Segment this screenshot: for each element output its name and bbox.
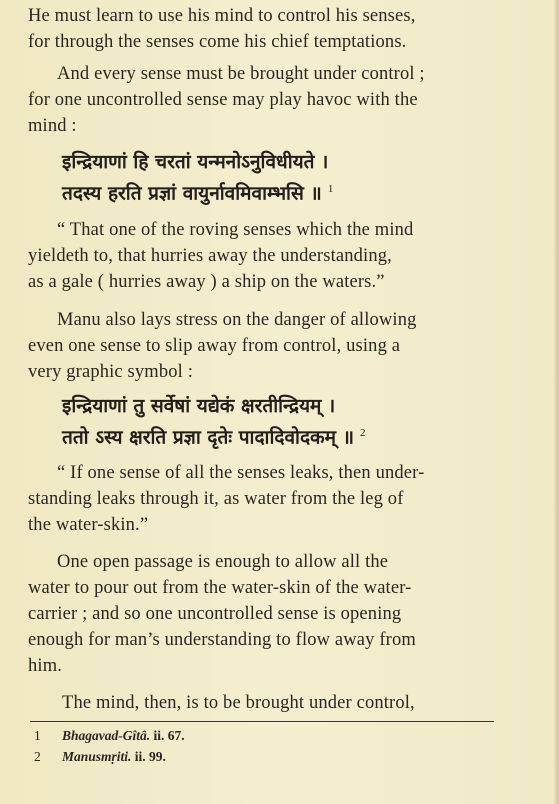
sanskrit-verse-manu <box>62 393 366 451</box>
footnote-ref: 1 <box>327 183 334 195</box>
page-edge-shadow <box>553 0 559 804</box>
paragraph-senses-control <box>28 3 528 55</box>
text-line: He must learn to use his mind to control his senses, <box>28 6 416 26</box>
text-line: standing leaks through it, as water from the leg of <box>28 489 404 509</box>
footnote-2 <box>34 748 166 766</box>
footnote-reference: ii. 67. <box>153 728 185 743</box>
text-line: mind : <box>28 116 77 136</box>
text-line: even one sense to slip away from control, using a <box>28 336 401 356</box>
text-line: One open passage is enough to allow all the <box>57 552 389 572</box>
paragraph-manu <box>28 307 528 385</box>
sanskrit-line: ततो ऽस्य क्षरति प्रज्ञा दृतेः पादादिवोदकम् ॥ $^2$ <box>62 426 366 449</box>
footnote-title: Manusmṛiti. <box>62 749 132 764</box>
footnote-number: 1 <box>34 728 41 743</box>
text-line: Manu also lays stress on the danger of allowing <box>57 310 417 330</box>
sanskrit-line: इन्द्रियाणां हि चरतां यन्मनोऽनुविधीयते । <box>62 151 329 173</box>
footnote-reference: ii. 99. <box>134 749 166 764</box>
paragraph-every-sense <box>28 61 528 139</box>
paragraph-open-passage <box>28 549 528 679</box>
text-line: for one uncontrolled sense may play havoc with the <box>28 90 418 110</box>
text-line: “ If one sense of all the senses leaks, then under- <box>57 463 425 483</box>
text-line: as a gale ( hurries away ) a ship on the waters.” <box>28 272 385 292</box>
text-line: the water-skin.” <box>28 515 149 535</box>
text-line: enough for man’s understanding to flow away from <box>28 630 416 650</box>
text-line: water to pour out from the water-skin of the water- <box>28 578 412 598</box>
paragraph-gita-translation <box>28 217 528 295</box>
sanskrit-line: तदस्य हरति प्रज्ञां वायुर्नावमिवाम्भसि ॥ $^1$ <box>62 182 334 205</box>
footnote-title: Bhagavad-Gîtâ. <box>62 728 151 743</box>
text-line: him. <box>28 656 63 676</box>
text-line: And every sense must be brought under control ; <box>57 64 425 84</box>
footnote-ref: 2 <box>360 427 366 439</box>
paragraph-manu-translation <box>28 460 528 538</box>
footnote-number: 2 <box>34 749 41 764</box>
footnote-1 <box>34 727 185 745</box>
sanskrit-verse-gita <box>62 149 333 207</box>
text-line: “ That one of the roving senses which the mind <box>57 220 414 240</box>
text-line: yieldeth to, that hurries away the understanding, <box>28 246 392 266</box>
text-line: for through the senses come his chief temptations. <box>28 32 407 52</box>
paragraph-mind-control <box>28 690 528 716</box>
sanskrit-line: इन्द्रियाणां तु सर्वेषां यद्येकं क्षरतीन्द्रियम् । <box>62 395 336 417</box>
text-line: carrier ; and so one uncontrolled sense is opening <box>28 604 402 624</box>
text-line: The mind, then, is to be brought under control, <box>62 693 415 713</box>
text-line: very graphic symbol : <box>28 362 193 382</box>
footnote-divider <box>30 721 494 722</box>
